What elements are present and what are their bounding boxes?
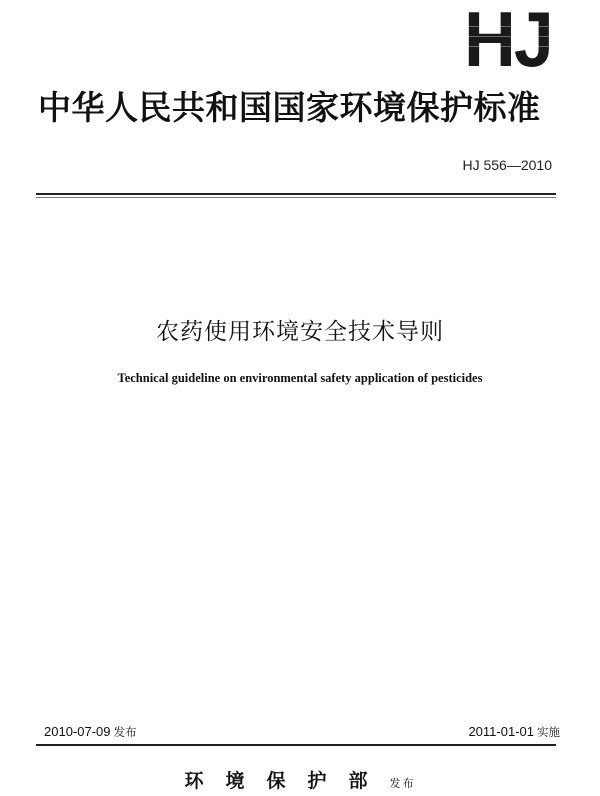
hj-logo bbox=[414, 0, 552, 83]
effective-date-suffix: 实施 bbox=[537, 725, 560, 739]
standard-number: HJ 556—2010 bbox=[462, 157, 552, 173]
publisher-name: 环境保护部 bbox=[184, 770, 390, 792]
chinese-title: 农药使用环境安全技术导则 bbox=[156, 319, 444, 345]
publisher-line bbox=[0, 766, 600, 793]
issue-date-value: 2010-07-09 bbox=[44, 724, 111, 739]
english-title: Technical guideline on environmental safety application of pesticides bbox=[117, 371, 483, 385]
issue-date-suffix: 发布 bbox=[113, 725, 137, 739]
issue-date bbox=[44, 723, 137, 741]
effective-date bbox=[468, 723, 560, 741]
header-divider bbox=[36, 193, 556, 195]
effective-date-value: 2011-01-01 bbox=[468, 724, 534, 739]
logo-stripe bbox=[414, 36, 552, 37]
publisher-suffix: 发布 bbox=[389, 777, 416, 790]
date-row bbox=[44, 723, 560, 741]
hj-logo-text: HJ bbox=[463, 0, 552, 83]
issuing-body-title: 中华人民共和国国家环境保护标准 bbox=[38, 88, 541, 127]
logo-stripe bbox=[414, 46, 552, 47]
footer-divider bbox=[36, 744, 556, 746]
logo-stripe bbox=[414, 26, 552, 27]
header-divider-thin bbox=[36, 197, 556, 198]
